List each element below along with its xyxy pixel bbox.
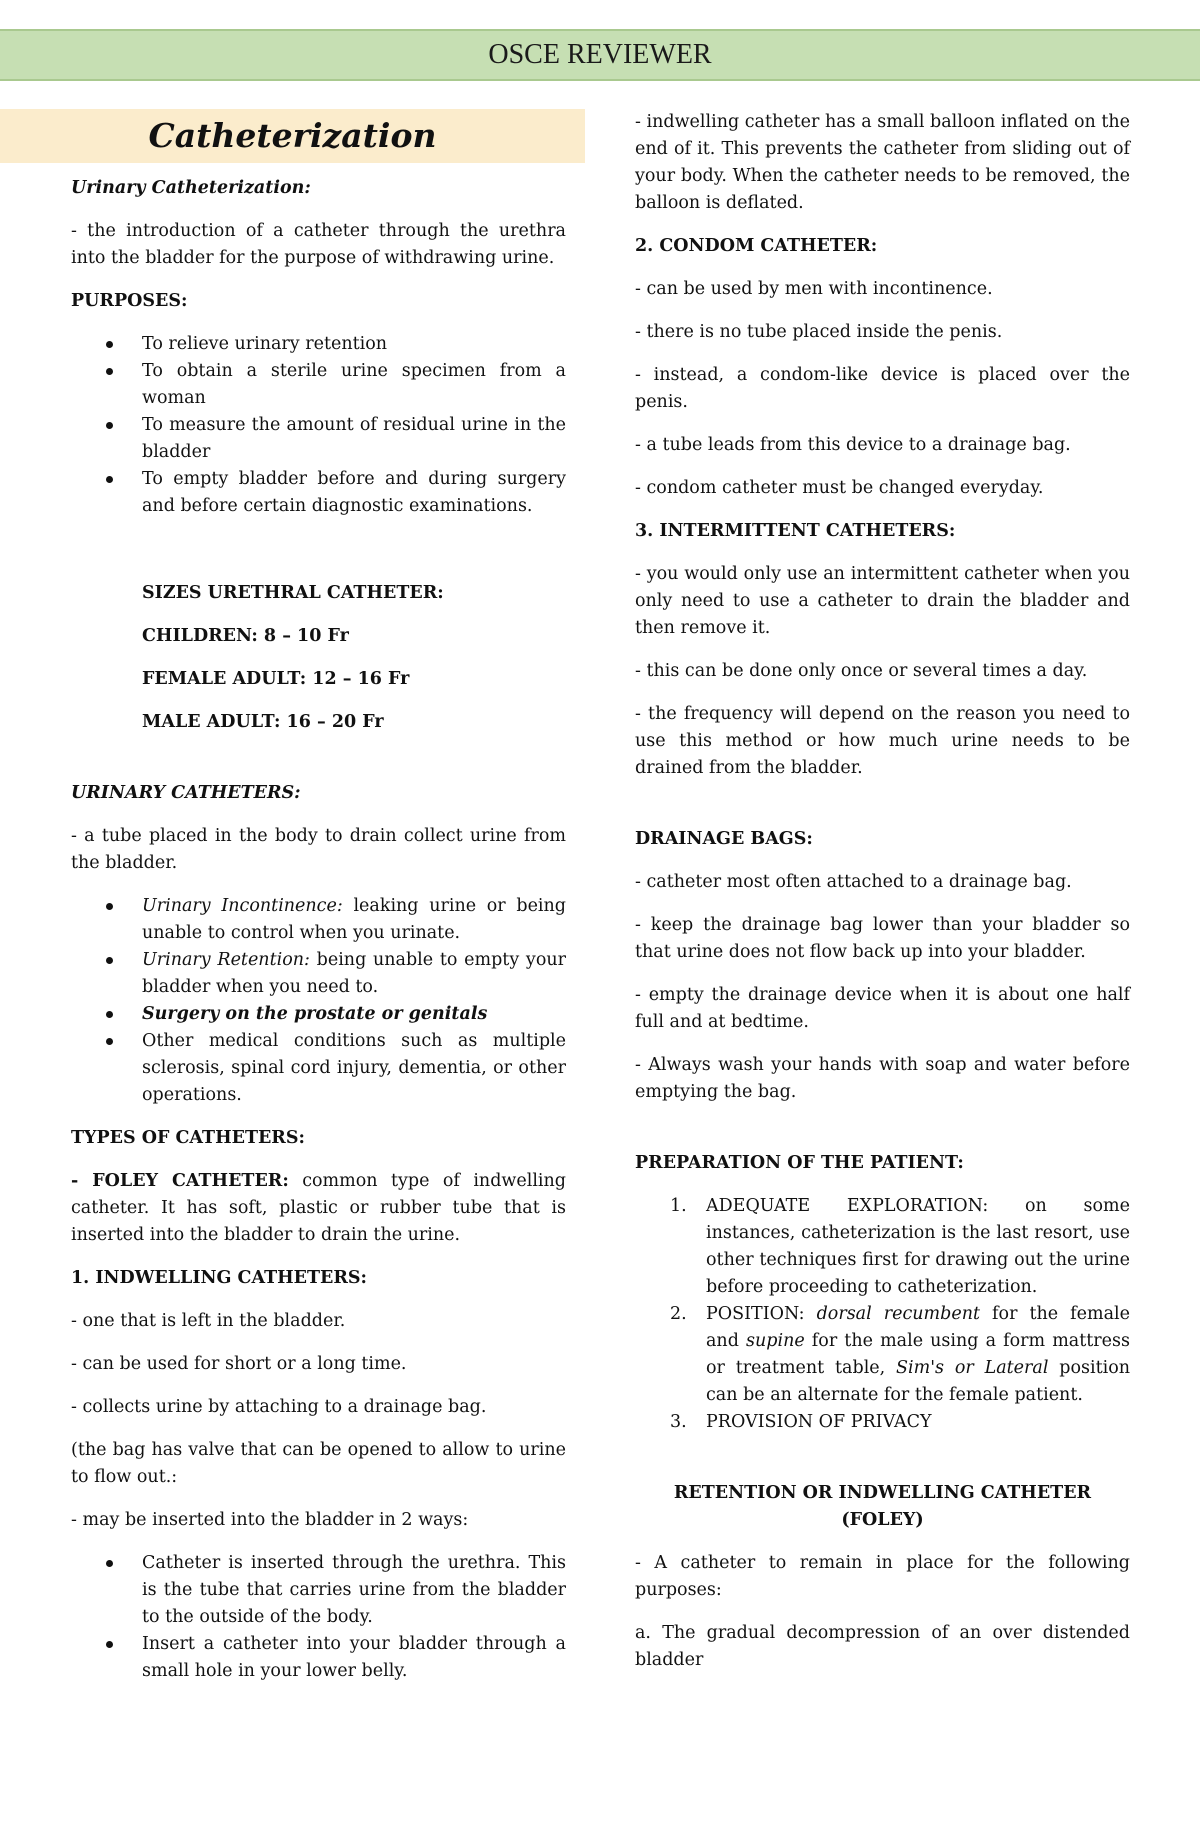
drainage-line: - catheter most often attached to a drainage bag. [635, 872, 1072, 892]
drainage-line: - empty the drainage device when it is about one half full and at bedtime. [635, 985, 1130, 1032]
urinary-catheters-definition: - a tube placed in the body to drain collect urine from the bladder. [71, 826, 566, 873]
condom-catheter-heading: 2. CONDOM CATHETER: [635, 236, 878, 256]
list-item: Urinary Incontinence: leaking urine or being unable to control when you urinate. [142, 893, 566, 947]
retention-heading: RETENTION OR INDWELLING CATHETER (FOLEY) [673, 1483, 1092, 1530]
right-column [635, 109, 1130, 1690]
preparation-list [635, 1193, 1130, 1436]
catheter-sizes [0, 580, 585, 736]
list-item: 3. PROVISION OF PRIVACY [670, 1412, 932, 1432]
retention-line: a. The gradual decompression of an over distended bladder [635, 1623, 1130, 1670]
sizes-heading: SIZES URETHRAL CATHETER: [142, 583, 444, 603]
page-header [0, 29, 1200, 81]
balloon-description: - indwelling catheter has a small balloon inflated on the end of it. This prevents the catheter from sliding out of your body. When the catheter needs to be removed, the balloon is deflated. [635, 112, 1130, 213]
types-heading: TYPES OF CATHETERS: [71, 1128, 305, 1148]
condom-line: - instead, a condom-like device is placed over the penis. [635, 365, 1130, 412]
indwelling-line: - collects urine by attaching to a drainage bag. [71, 1397, 487, 1417]
urinary-catheterization-heading: Urinary Catheterization: [71, 178, 311, 198]
drainage-line: - Always wash your hands with soap and water before emptying the bag. [635, 1055, 1130, 1102]
purposes-list [0, 331, 585, 520]
header-title: OSCE REVIEWER [488, 39, 712, 70]
left-column [0, 109, 585, 1701]
indwelling-line: - may be inserted into the bladder in 2 ways: [71, 1510, 469, 1530]
list-item: Other medical conditions such as multiple sclerosis, spinal cord injury, dementia, or other operations. [142, 1028, 566, 1109]
list-item: Surgery on the prostate or genitals [142, 1001, 566, 1028]
preparation-heading: PREPARATION OF THE PATIENT: [635, 1153, 964, 1173]
list-item: To measure the amount of residual urine in the bladder [142, 412, 566, 466]
intermittent-line: - the frequency will depend on the reason you need to use this method or how much urine needs to be drained from the bladder. [635, 704, 1130, 778]
list-item: Urinary Retention: being unable to empty your bladder when you need to. [142, 947, 566, 1001]
condom-line: - condom catheter must be changed everyday. [635, 478, 1044, 498]
insertion-ways-list [0, 1550, 585, 1685]
intermittent-line: - this can be done only once or several times a day. [635, 661, 1088, 681]
indwelling-line: (the bag has valve that can be opened to allow to urine to flow out.: [71, 1440, 566, 1487]
intermittent-line: - you would only use an intermittent catheter when you only need to use a catheter to drain the bladder and then remove it. [635, 564, 1130, 638]
indwelling-line: - can be used for short or a long time. [71, 1354, 407, 1374]
indwelling-line: - one that is left in the bladder. [71, 1311, 346, 1331]
foley-catheter-description: - FOLEY CATHETER: common type of indwelling catheter. It has soft, plastic or rubber tube that is inserted into the bladder to drain the urine. [71, 1171, 566, 1245]
list-item: Insert a catheter into your bladder through a small hole in your lower belly. [142, 1631, 566, 1685]
list-item: 1. ADEQUATE EXPLORATION: on some instances, catheterization is the last resort, use other techniques first for drawing out the urine before proceeding to catheterization. [670, 1196, 1130, 1297]
condom-line: - a tube leads from this device to a drainage bag. [635, 435, 1071, 455]
condom-line: - there is no tube placed inside the penis. [635, 322, 1003, 342]
condom-line: - can be used by men with incontinence. [635, 279, 993, 299]
size-children: CHILDREN: 8 – 10 Fr [142, 626, 349, 646]
indwelling-heading: 1. INDWELLING CATHETERS: [71, 1268, 367, 1288]
drainage-bags-heading: DRAINAGE BAGS: [635, 829, 813, 849]
list-item: Catheter is inserted through the urethra. This is the tube that carries urine from the bladder to the outside of the body. [142, 1550, 566, 1631]
urinary-catheterization-definition: - the introduction of a catheter through the urethra into the bladder for the purpose of withdrawing urine. [71, 221, 566, 268]
intermittent-heading: 3. INTERMITTENT CATHETERS: [635, 521, 956, 541]
purposes-heading: PURPOSES: [71, 291, 188, 311]
list-item: 2. POSITION: dorsal recumbent for the female and supine for the male using a form mattress or treatment table, Sim's or Lateral position can be an alternate for the female patient. [670, 1304, 1131, 1405]
size-male-adult: MALE ADULT: 16 – 20 Fr [142, 712, 384, 732]
size-female-adult: FEMALE ADULT: 12 – 16 Fr [142, 669, 410, 689]
retention-line: - A catheter to remain in place for the following purposes: [635, 1553, 1130, 1600]
catheter-reasons-list [0, 893, 585, 1109]
list-item: To obtain a sterile urine specimen from a woman [142, 358, 566, 412]
drainage-line: - keep the drainage bag lower than your bladder so that urine does not flow back up into your bladder. [635, 915, 1130, 962]
list-item: To empty bladder before and during surgery and before certain diagnostic examinations. [142, 466, 566, 520]
list-item: To relieve urinary retention [142, 331, 566, 358]
document-title: Catheterization [0, 109, 585, 163]
urinary-catheters-heading: URINARY CATHETERS: [71, 783, 301, 803]
